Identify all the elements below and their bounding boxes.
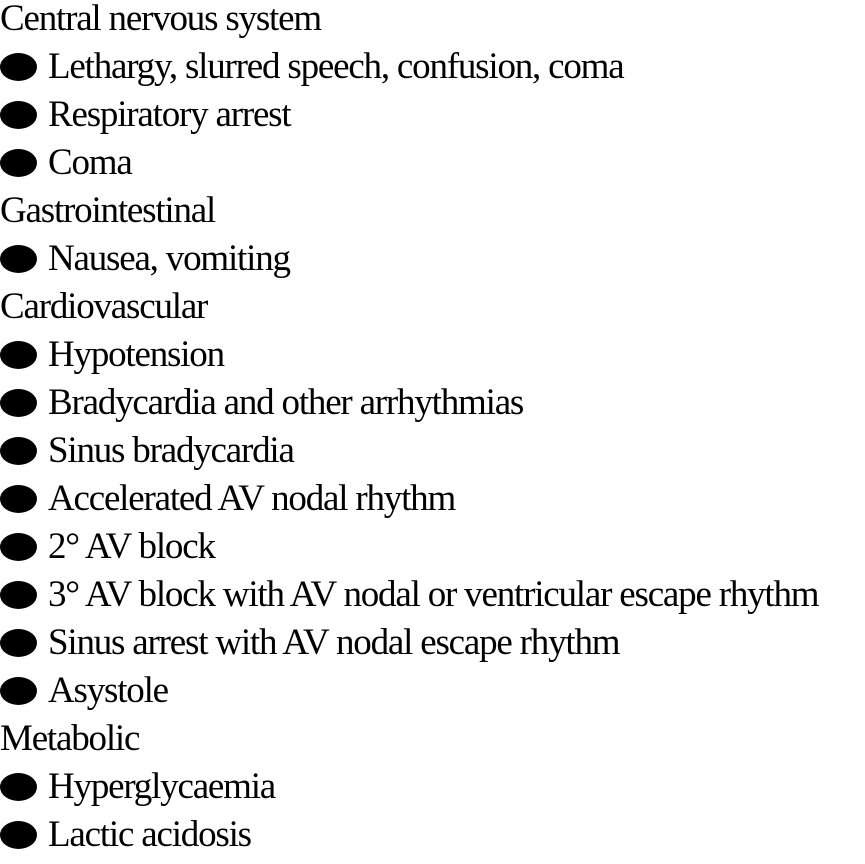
section-heading-gastrointestinal: Gastrointestinal [0,190,216,231]
bullet-icon [0,773,37,801]
list-item-text: Respiratory arrest [48,94,291,135]
list-item-text: Asystole [48,670,168,711]
bullet-icon [0,245,37,273]
bullet-icon [0,629,37,657]
list-item-text: Bradycardia and other arrhythmias [48,382,524,423]
bullet-icon [0,821,37,849]
list-item-text: Lethargy, slurred speech, confusion, coma [48,46,624,87]
bullet-icon [0,677,37,705]
bullet-icon [0,149,37,177]
bullet-icon [0,53,37,81]
bullet-icon [0,581,37,609]
list-item-text: Lactic acidosis [48,814,251,855]
list-item-text: Accelerated AV nodal rhythm [48,478,456,519]
list-item-text: Sinus bradycardia [48,430,294,471]
bullet-icon [0,101,37,129]
list-item-text: 3° AV block with AV nodal or ventricular escape rhythm [48,574,819,615]
bullet-icon [0,341,37,369]
list-item-text: Nausea, vomiting [48,238,290,279]
list-item-text: Hypotension [48,334,224,375]
section-heading-metabolic: Metabolic [0,718,140,759]
bullet-icon [0,437,37,465]
list-item-text: Hyperglycaemia [48,766,276,807]
bullet-icon [0,533,37,561]
list-item-text: Sinus arrest with AV nodal escape rhythm [48,622,620,663]
bullet-icon [0,389,37,417]
section-heading-cardiovascular: Cardiovascular [0,286,208,327]
list-item-text: 2° AV block [48,526,215,567]
bullet-icon [0,485,37,513]
section-heading-cns: Central nervous system [0,0,321,39]
list-item-text: Coma [48,142,132,183]
